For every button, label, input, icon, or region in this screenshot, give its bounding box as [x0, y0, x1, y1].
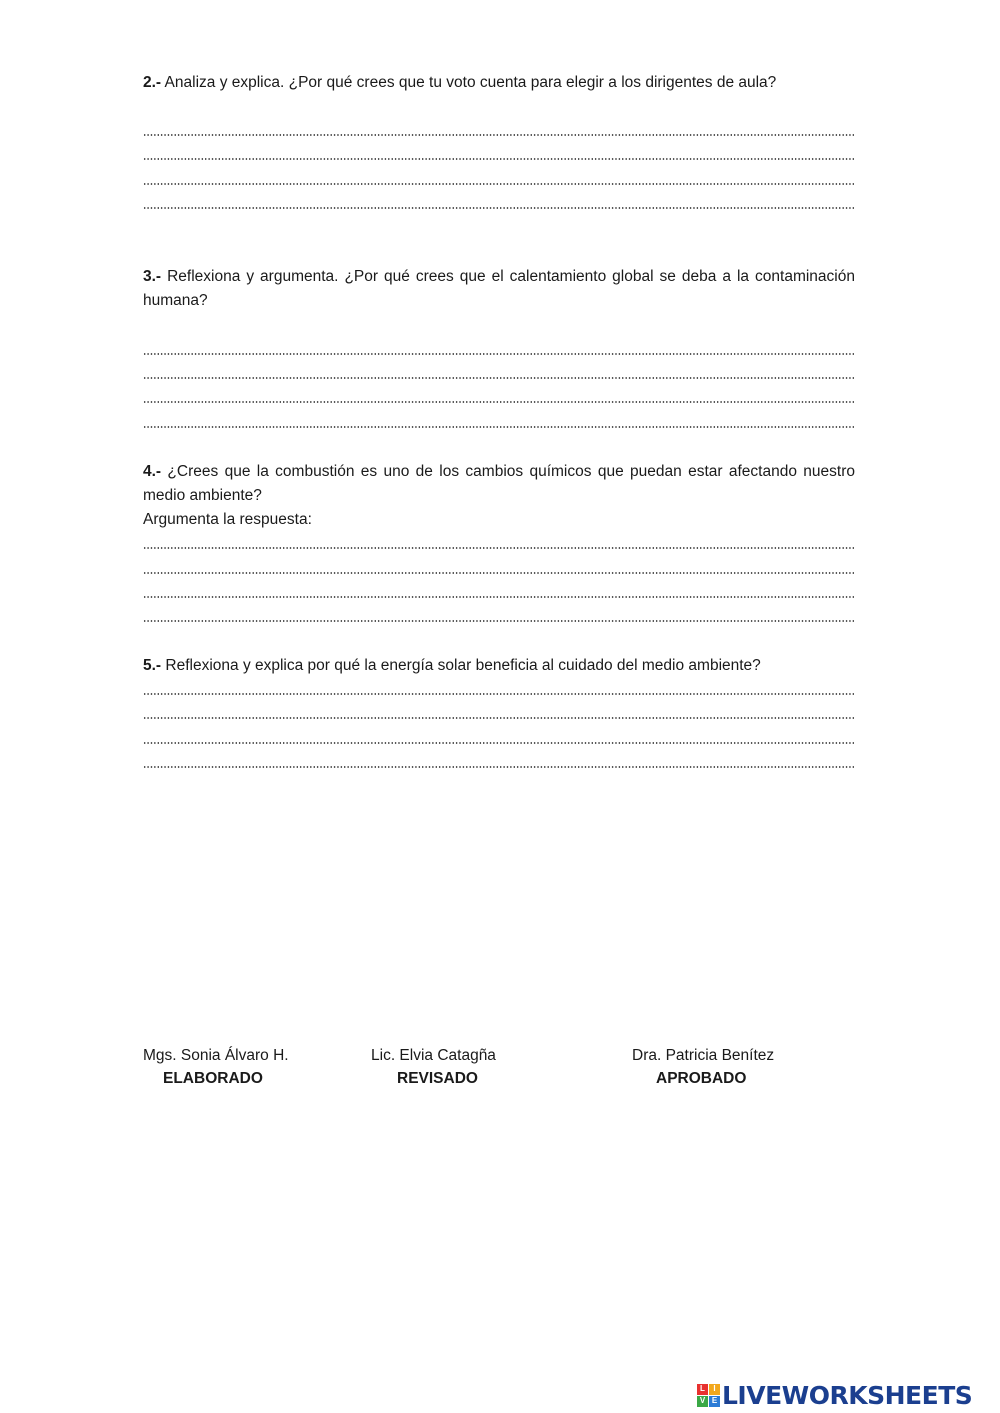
liveworksheets-logo — [697, 1378, 972, 1412]
signature-aprobado — [632, 1044, 774, 1090]
answer-line[interactable] — [143, 596, 854, 598]
answer-line[interactable] — [143, 693, 854, 695]
signature-name: Dra. Patricia Benítez — [632, 1047, 775, 1064]
question-text: Analiza y explica. ¿Por qué crees que tu voto cuenta para elegir a los dirigentes de aula? — [161, 74, 777, 91]
answer-line[interactable] — [143, 572, 854, 574]
logo-text: LIVEWORKSHEETS — [722, 1380, 973, 1410]
signature-name: Mgs. Sonia Álvaro H. — [143, 1047, 289, 1064]
answer-line[interactable] — [143, 620, 854, 622]
question-number: 2.- — [143, 74, 162, 91]
question-text: Reflexiona y explica por qué la energía solar beneficia al cuidado del medio ambiente? — [161, 657, 761, 674]
question-text: Reflexiona y argumenta. ¿Por qué crees que el calentamiento global se deba a la contaminación humana? — [143, 268, 855, 309]
question-2 — [143, 71, 855, 95]
signature-name: Lic. Elvia Catagña — [371, 1047, 496, 1064]
question-3 — [143, 265, 855, 313]
logo-mark-tile: E — [709, 1396, 720, 1407]
signature-elaborado — [143, 1044, 289, 1090]
question-number: 4.- — [143, 463, 162, 480]
answer-line[interactable] — [143, 183, 854, 185]
signature-revisado — [371, 1044, 496, 1090]
logo-mark-icon — [697, 1384, 720, 1407]
logo-mark-tile: V — [697, 1396, 708, 1407]
answer-line[interactable] — [143, 353, 854, 355]
answer-line[interactable] — [143, 742, 854, 744]
question-subtext: Argumenta la respuesta: — [143, 511, 312, 528]
answer-line[interactable] — [143, 547, 854, 549]
signature-role: REVISADO — [397, 1070, 478, 1087]
answer-line[interactable] — [143, 717, 854, 719]
question-4 — [143, 460, 855, 532]
question-number: 3.- — [143, 268, 162, 285]
question-number: 5.- — [143, 657, 162, 674]
answer-line[interactable] — [143, 377, 854, 379]
answer-line[interactable] — [143, 426, 854, 428]
answer-line[interactable] — [143, 207, 854, 209]
answer-line[interactable] — [143, 134, 854, 136]
logo-mark-tile: L — [697, 1384, 708, 1395]
answer-line[interactable] — [143, 766, 854, 768]
question-5 — [143, 654, 855, 678]
signature-role: APROBADO — [656, 1070, 747, 1087]
signature-role: ELABORADO — [163, 1070, 263, 1087]
answer-line[interactable] — [143, 401, 854, 403]
answer-line[interactable] — [143, 158, 854, 160]
question-text: ¿Crees que la combustión es uno de los cambios químicos que puedan estar afectando nuestro medio ambiente? — [143, 463, 855, 504]
logo-mark-tile: I — [709, 1384, 720, 1395]
